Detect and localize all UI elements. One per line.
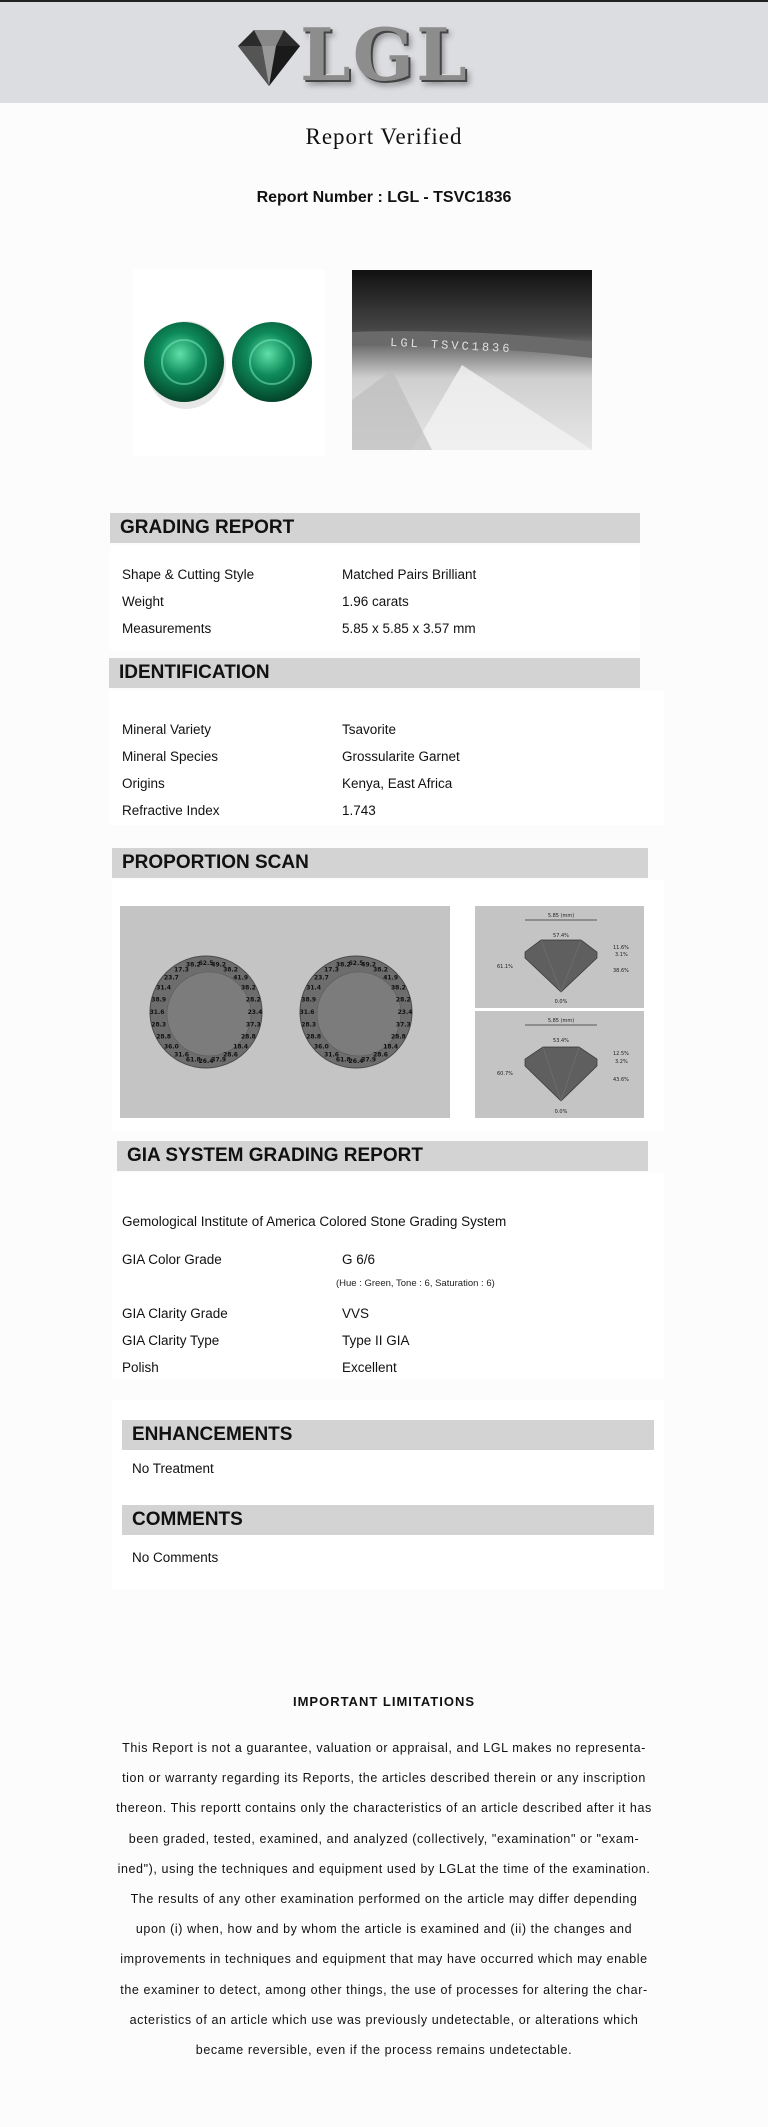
mineral-species-value: Grossularite Garnet	[342, 749, 460, 764]
stone1-facet-label: 31.4	[156, 984, 172, 992]
gia-color-grade-label: GIA Color Grade	[122, 1252, 222, 1267]
measurements-value: 5.85 x 5.85 x 3.57 mm	[342, 621, 476, 636]
stone1-facet-label: 28.6	[223, 1051, 238, 1059]
mineral-variety-value: Tsavorite	[342, 722, 397, 737]
stone2-facet-label: 31.6	[324, 1051, 339, 1059]
lgl-logo[interactable]	[234, 12, 489, 97]
gia-color-note: (Hue : Green, Tone : 6, Saturation : 6)	[336, 1278, 495, 1289]
inscription-text: LGL TSVC1836	[389, 335, 513, 357]
profile1-crown: 11.6%	[613, 945, 629, 951]
stone1-facet-label: 31.6	[149, 1009, 165, 1016]
header-banner	[0, 0, 768, 103]
stone1-facet-label: 49.2	[211, 961, 227, 969]
profile1-pavilion: 38.6%	[613, 968, 629, 974]
stone1-facet-label: 61.8	[185, 1056, 201, 1064]
refractive-index-value: 1.743	[342, 803, 376, 818]
mineral-variety-label: Mineral Variety	[122, 722, 212, 737]
stone1-facet-label: 28.8	[156, 1033, 172, 1041]
stone2-facet-label: 36.0	[313, 1043, 329, 1051]
stone1-facet-label: 26.4	[198, 1058, 214, 1065]
stone1-facet-label: 23.4	[247, 1009, 263, 1016]
stone2-facet-label: 17.3	[324, 966, 339, 974]
gia-panel	[112, 1173, 664, 1379]
profile2-girdle: 3.2%	[615, 1059, 628, 1065]
stone2-facet-label: 38.2	[335, 961, 351, 969]
stone1-facet-label: 18.4	[233, 1043, 249, 1051]
stone2-facet-label: 31.4	[306, 984, 322, 992]
stone1-facet-label: 38.2	[223, 966, 238, 974]
stone2-facet-label: 28.8	[390, 1033, 406, 1041]
profile2-pavilion: 43.6%	[613, 1077, 629, 1083]
stone2-facet-label: 62.5	[348, 960, 364, 967]
stone1-facet-label: 38.2	[240, 984, 256, 992]
shape-label: Shape & Cutting Style	[122, 567, 255, 582]
profile1-depth: 61.1%	[497, 964, 513, 970]
shape-value: Matched Pairs Brilliant	[342, 567, 477, 582]
profile2-width: 5.85 (mm)	[547, 1018, 575, 1024]
profile-scan-2	[475, 1011, 644, 1118]
stone1-facet-label: 23.7	[163, 974, 179, 982]
limitations-heading: IMPORTANT LIMITATIONS	[292, 1694, 476, 1709]
enhancements-text: No Treatment	[132, 1461, 214, 1476]
measurements-label: Measurements	[122, 621, 212, 636]
stone1-facet-label: 41.9	[233, 974, 249, 982]
stone2-facet-label: 28.6	[373, 1051, 388, 1059]
comments-text: No Comments	[132, 1550, 219, 1565]
stone1-facet-label: 62.5	[198, 960, 214, 967]
origins-value: Kenya, East Africa	[342, 776, 453, 791]
logo-wordmark: LGL	[300, 12, 469, 97]
stone1-facet-label: 38.2	[185, 961, 201, 969]
stone2-facet-label: 49.2	[361, 961, 377, 969]
gia-system-name: Gemological Institute of America Colored Stone Grading System	[122, 1214, 507, 1229]
top-view-scan	[120, 906, 450, 1118]
gia-clarity-type-value: Type II GIA	[342, 1333, 410, 1348]
stone2-facet-label: 28.8	[306, 1033, 322, 1041]
limitations-text: This Report is not a guarantee, valuation or appraisal, and LGL makes no representa-tion or warranty regarding its Reports, the articles described therein or any inscription thereon. This reportt contains only the characteristics of an article described after it has been graded, tested, examined, and analyzed (collectively, "examination" or "exam-ined"), using the techniques and equipment used by LGLat the time of the examination. The results of any other examination performed on the article may differ depending upon (i) when, how and by whom the article is examined and (ii) the changes and improvements in techniques and equipment that may have occurred which may enable the examiner to detect, among other things, the use of processes for altering the char-acteristics of an article which use was previously undetectable, or alterations which became reversible, even if the process remains undetectable.	[116, 1741, 652, 2058]
profile2-table: 53.4%	[553, 1038, 569, 1044]
stone1-facet-label: 31.6	[174, 1051, 189, 1059]
gia-clarity-grade-label: GIA Clarity Grade	[122, 1306, 228, 1321]
stone1-facet-label: 28.8	[240, 1033, 256, 1041]
stone2-facet-label: 37.3	[395, 1021, 411, 1029]
enhancements-heading: ENHANCEMENTS	[122, 1420, 654, 1450]
gia-clarity-grade-value: VVS	[342, 1306, 370, 1321]
profile1-table: 57.4%	[553, 933, 569, 939]
profile1-culet: 0.0%	[554, 999, 568, 1005]
stone2-facet-label: 38.2	[390, 984, 406, 992]
stone2-facet-label: 41.9	[383, 974, 399, 982]
identification-heading: IDENTIFICATION	[109, 658, 640, 688]
page-title: Report Verified	[305, 124, 463, 149]
stone2-facet-label: 31.6	[299, 1009, 315, 1016]
weight-label: Weight	[122, 594, 164, 609]
profile2-depth: 60.7%	[497, 1071, 513, 1077]
stone1-facet-label: 28.3	[151, 1021, 167, 1029]
profile1-width: 5.85 (mm)	[547, 913, 575, 919]
stone2-facet-label: 28.3	[301, 1021, 317, 1029]
stone1-facet-label: 37.3	[245, 1021, 261, 1029]
gemstone-photo	[133, 270, 325, 456]
profile-scan-1	[475, 906, 644, 1008]
weight-value: 1.96 carats	[342, 594, 409, 609]
stone1-facet-label: 28.2	[245, 996, 261, 1004]
stone2-facet-label: 23.4	[397, 1009, 413, 1016]
stone2-facet-label: 38.9	[301, 996, 317, 1004]
stone2-facet-label: 28.2	[395, 996, 411, 1004]
polish-label: Polish	[122, 1360, 159, 1375]
mineral-species-label: Mineral Species	[122, 749, 219, 764]
gia-clarity-type-label: GIA Clarity Type	[122, 1333, 220, 1348]
comments-heading: COMMENTS	[122, 1505, 654, 1535]
stone1-facet-label: 37.9	[211, 1056, 227, 1064]
grading-report-heading: GRADING REPORT	[110, 513, 640, 543]
stone2-facet-label: 38.2	[373, 966, 388, 974]
profile2-crown: 12.5%	[613, 1051, 629, 1057]
profile2-culet: 0.0%	[554, 1109, 568, 1115]
origins-label: Origins	[122, 776, 165, 791]
stone2-facet-label: 26.4	[348, 1058, 364, 1065]
stone2-facet-label: 18.4	[383, 1043, 399, 1051]
gia-heading: GIA SYSTEM GRADING REPORT	[117, 1141, 648, 1171]
stone1-facet-label: 17.3	[174, 966, 189, 974]
report-number: Report Number : LGL - TSVC1836	[256, 189, 512, 206]
polish-value: Excellent	[342, 1360, 397, 1375]
profile1-girdle: 3.1%	[615, 952, 628, 958]
stone2-facet-label: 61.8	[335, 1056, 351, 1064]
gia-color-grade-value: G 6/6	[342, 1252, 376, 1267]
stone1-facet-label: 36.0	[163, 1043, 179, 1051]
stone2-facet-label: 37.9	[361, 1056, 377, 1064]
girdle-inscription-photo	[352, 270, 592, 450]
diamond-icon	[234, 24, 304, 90]
refractive-index-label: Refractive Index	[122, 803, 220, 818]
stone1-facet-label: 38.9	[151, 996, 167, 1004]
stone2-facet-label: 23.7	[313, 974, 329, 982]
proportion-scan-heading: PROPORTION SCAN	[112, 848, 648, 878]
